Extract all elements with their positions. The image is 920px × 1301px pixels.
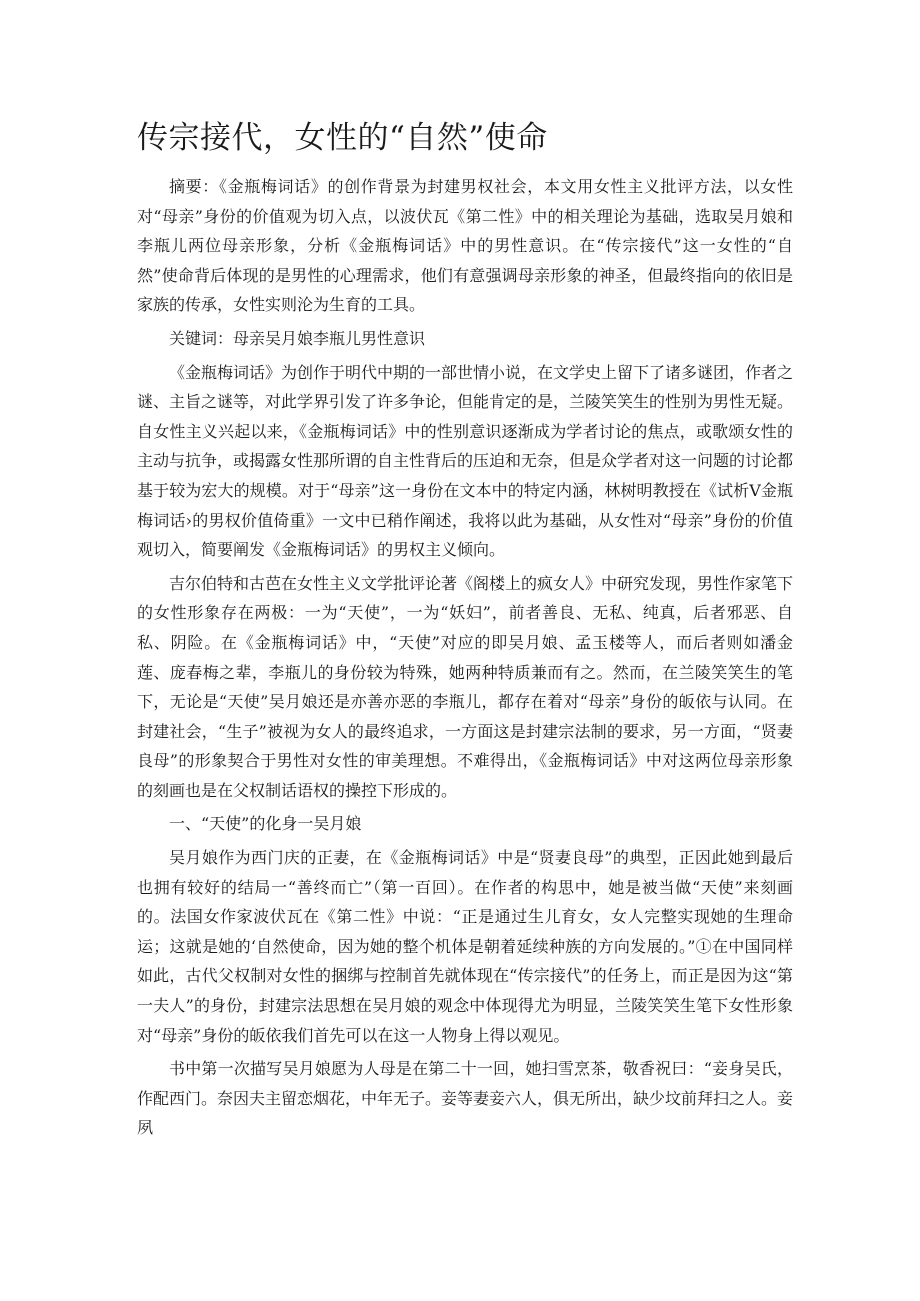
intro-paragraph-1: 《金瓶梅词话》为创作于明代中期的一部世情小说，在文学史上留下了诸多谜团，作者之谜、主旨之谜等，对此学界引发了许多争论，但能肯定的是，兰陵笑笑生的性别为男性无疑。自女性主义兴起以来，《金瓶梅词话》中的性别意识逐渐成为学者讨论的焦点，或歌颂女性的主动与抗争，或揭露女性那所谓的自主性背后的压迫和无奈，但是众学者对这一问题的讨论都基于较为宏大的规模。对于“母亲”这一身份在文本中的特定内涵，林树明教授在《试析V金瓶梅词话›的男权价值倚重》一文中已稍作阐述，我将以此为基础，从女性对“母亲”身份的价值观切入，简要阐发《金瓶梅词话》的男权主义倾向。 [137, 362, 794, 560]
section-paragraph-1: 吴月娘作为西门庆的正妻，在《金瓶梅词话》中是“贤妻良母”的典型，正因此她到最后也拥有较好的结局一“善终而亡”（第一百回）。在作者的构思中，她是被当做“天使”来刻画的。法国女作家波伏瓦在《第二性》中说：“正是通过生儿育女，女人完整实现她的生理命运；这就是她的‘自然使命，因为她的整个机体是朝着延续种族的方向发展的。”①在中国同样如此，古代父权制对女性的捆绑与控制首先就体现在“传宗接代”的任务上，而正是因为这“第一夫人”的身份，封建宗法思想在吴月娘的观念中体现得尤为明显，兰陵笑笑生笔下女性形象对“母亲”身份的皈依我们首先可以在这一人物身上得以观见。 [137, 848, 793, 1045]
keywords-line: 关键词：母亲吴月娘李瓶儿男性意识 [169, 328, 426, 348]
intro-paragraph-2: 吉尔伯特和古芭在女性主义文学批评论著《阁楼上的疯女人》中研究发现，男性作家笔下的女性形象存在两极：一为“天使”，一为“妖妇”，前者善良、无私、纯真，后者邪恶、自私、阴险。在《金瓶梅词话》中，“天使”对应的即吴月娘、孟玉楼等人，而后者则如潘金莲、庞春梅之辈，李瓶儿的身份较为特殊，她两种特质兼而有之。然而，在兰陵笑笑生的笔下，无论是“天使”吴月娘还是亦善亦恶的李瓶儿，都存在着对“母亲”身份的皈依与认同。在封建社会，“生子”被视为女人的最终追求，一方面这是封建宗法制的要求，另一方面，“贤妻良母”的形象契合于男性对女性的审美理想。不难得出，《金瓶梅词话》中对这两位母亲形象的刻画也是在父权制话语权的操控下形成的。 [137, 573, 794, 800]
section-paragraph-2: 书中第一次描写吴月娘愿为人母是在第二十一回，她扫雪烹茶，敬香祝曰：“妾身吴氏，作配西门。奈因夫主留恋烟花，中年无子。妾等妻妾六人，俱无所出，缺少坟前拜扫之人。妾夙 [137, 1059, 794, 1138]
section-heading: 一、“天使”的化身一吴月娘 [169, 814, 362, 834]
document-body [137, 172, 793, 1143]
abstract-paragraph: 摘要：《金瓶梅词话》的创作背景为封建男权社会，本文用女性主义批评方法，以女性对“母亲”身份的价值观为切入点，以波伏瓦《第二性》中的相关理论为基础，选取吴月娘和李瓶儿两位母亲形象，分析《金瓶梅词话》中的男性意识。在“传宗接代”这一女性的“自然”使命背后体现的是男性的心理需求，他们有意强调母亲形象的神圣，但最终指向的依旧是家族的传承，女性实则沦为生育的工具。 [137, 177, 793, 315]
page-title: 传宗接代，女性的“自然”使命 [137, 120, 548, 156]
